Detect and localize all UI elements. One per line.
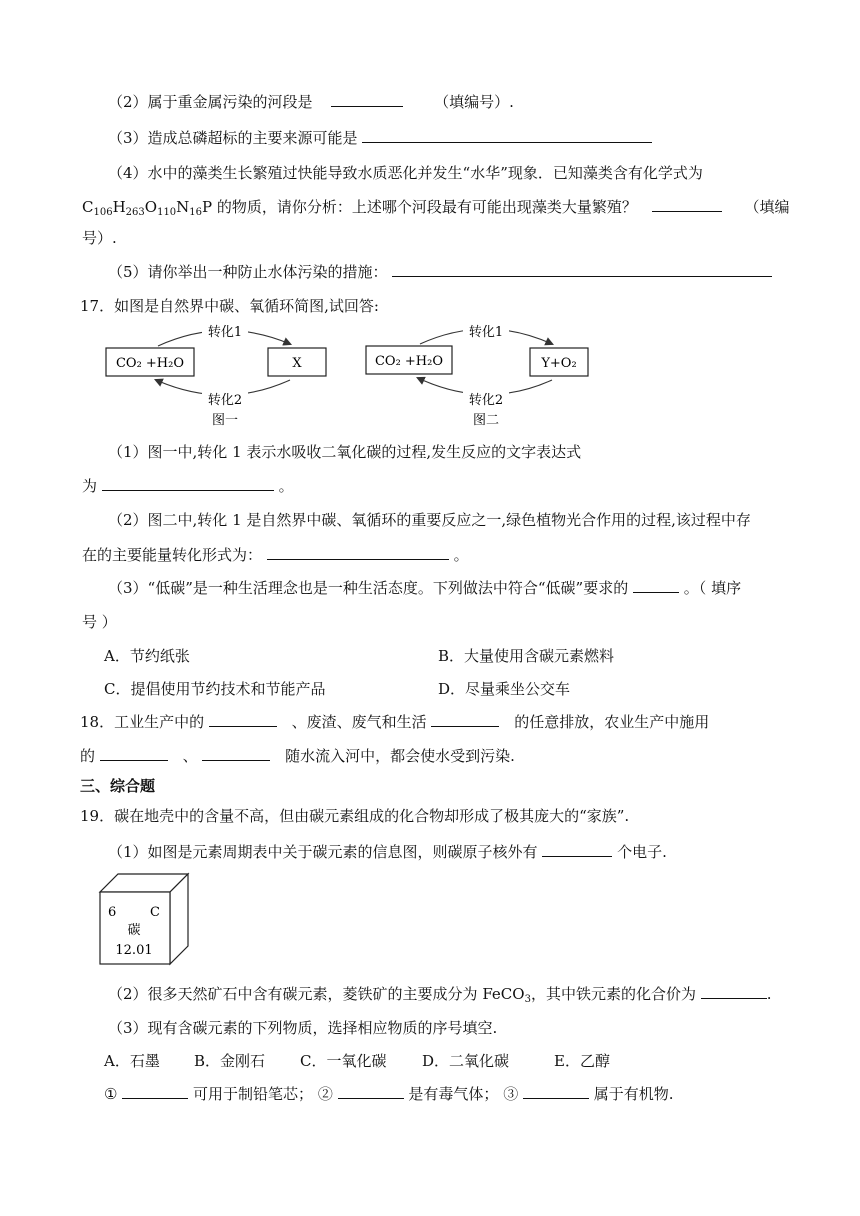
answer-blank[interactable] xyxy=(102,476,274,491)
fill-number-1: ① xyxy=(104,1085,118,1103)
q17-part3-end: 。（ 填序 xyxy=(683,579,742,597)
answer-blank[interactable] xyxy=(331,92,403,107)
fig2-bottom-label: 转化2 xyxy=(468,393,504,408)
q19-part2-text: （2）很多天然矿石中含有碳元素，菱铁矿的主要成分为 FeCO xyxy=(108,985,525,1003)
option-b[interactable]: B．大量使用含碳元素燃料 xyxy=(438,647,615,665)
answer-blank[interactable] xyxy=(392,262,772,277)
choice-d: D．二氧化碳 xyxy=(422,1052,510,1070)
section-title: 三、综合题 xyxy=(80,777,156,795)
answer-blank[interactable] xyxy=(209,712,277,727)
q19-part2-text-b: ，其中铁元素的化合价为 xyxy=(530,985,696,1003)
choice-e: E．乙醇 xyxy=(554,1052,610,1070)
answer-blank[interactable] xyxy=(267,545,449,560)
q18-text-a: 18．工业生产中的 xyxy=(80,713,205,731)
q19-title: 19．碳在地壳中的含量不高，但由碳元素组成的化合物却形成了极其庞大的“家族”. xyxy=(80,807,630,825)
fill-text-3: 属于有机物. xyxy=(593,1085,674,1103)
q16-part4-tail: （填编 xyxy=(744,198,790,216)
atomic-mass: 12.01 xyxy=(115,943,153,958)
answer-blank[interactable] xyxy=(431,712,499,727)
figure-two xyxy=(366,322,588,428)
q19-part1-text: （1）如图是元素周期表中关于碳元素的信息图，则碳原子核外有 xyxy=(108,843,538,861)
option-a[interactable]: A．节约纸张 xyxy=(104,647,190,665)
q17-part2-text: 在的主要能量转化形式为： xyxy=(82,546,263,564)
q19-part1-tail: 个电子. xyxy=(617,843,667,861)
fig2-top-label: 转化1 xyxy=(468,325,504,340)
q18-line2 xyxy=(80,746,515,766)
atomic-number: 6 xyxy=(108,905,117,920)
q16-part4-line2 xyxy=(82,197,790,223)
fig1-caption: 图一 xyxy=(211,413,239,428)
q17-part2-end: 。 xyxy=(453,546,469,564)
q16-part5-text: （5）请你举出一种防止水体污染的措施： xyxy=(108,263,388,281)
q17-part1-line1: （1）图一中,转化 1 表示水吸收二氧化碳的过程,发生反应的文字表达式 xyxy=(108,443,582,461)
answer-blank[interactable] xyxy=(122,1084,188,1099)
q17-part3-line1 xyxy=(108,578,741,598)
fill-number-3: ③ xyxy=(503,1085,519,1103)
fill-text-2: 是有毒气体； xyxy=(408,1085,499,1103)
carbon-oxygen-cycle-diagram xyxy=(100,318,600,432)
q18-text-b: 、废渣、废气和生活 xyxy=(291,713,427,731)
answer-blank[interactable] xyxy=(701,984,767,999)
fig2-caption: 图二 xyxy=(472,413,500,428)
choice-a: A．石墨 xyxy=(104,1052,160,1070)
q17-part2-line2 xyxy=(82,545,469,565)
choice-c: C．一氧化碳 xyxy=(300,1052,387,1070)
q16-part4-line1: （4）水中的藻类生长繁殖过快能导致水质恶化并发生“水华”现象．已知藻类含有化学式为 xyxy=(108,164,703,182)
answer-blank[interactable] xyxy=(523,1084,589,1099)
element-symbol: C xyxy=(150,905,160,920)
answer-blank[interactable] xyxy=(652,197,722,212)
fig1-bottom-label: 转化2 xyxy=(207,393,243,408)
q16-part4-text: 的物质，请你分析：上述哪个河段最有可能出现藻类大量繁殖？ xyxy=(216,198,637,216)
fill-number-2: ② xyxy=(317,1085,333,1103)
q18-text-f: 随水流入河中，都会使水受到污染. xyxy=(285,747,515,765)
q16-part4-line3: 号）. xyxy=(82,229,117,247)
q19-part2-subscript: 3 xyxy=(524,994,531,1005)
element-name: 碳 xyxy=(127,923,141,938)
q16-part3-text: （3）造成总磷超标的主要来源可能是 xyxy=(108,129,358,147)
option-c[interactable]: C．提倡使用节约技术和节能产品 xyxy=(104,680,326,698)
q18-text-d: 的 xyxy=(80,747,96,765)
fig2-left-box-label: CO₂ +H₂O xyxy=(374,354,444,369)
fig1-top-label: 转化1 xyxy=(207,325,243,340)
answer-blank[interactable] xyxy=(338,1084,404,1099)
fig1-right-box-label: X xyxy=(292,356,302,371)
q17-part3-text: （3）“低碳”是一种生活理念也是一种生活态度。下列做法中符合“低碳”要求的 xyxy=(108,579,629,597)
q17-title: 17．如图是自然界中碳、氧循环简图,试回答: xyxy=(80,297,379,315)
q16-part5 xyxy=(108,262,772,282)
q16-part2 xyxy=(108,92,514,112)
choice-b: B．金刚石 xyxy=(194,1052,266,1070)
fig1-left-box-label: CO₂ +H₂O xyxy=(115,356,185,371)
algae-formula: $C_{106}H_{263}O_{110}N_{16}P$ xyxy=(82,198,213,218)
q17-part2-line1: （2）图二中,转化 1 是自然界中碳、氧循环的重要反应之一,绿色植物光合作用的过程,该过程中存 xyxy=(108,511,751,529)
q18-line1 xyxy=(80,712,709,732)
figure-one xyxy=(106,322,326,428)
answer-blank[interactable] xyxy=(362,128,652,143)
q16-part3 xyxy=(108,128,652,148)
answer-blank[interactable] xyxy=(100,746,168,761)
answer-blank[interactable] xyxy=(633,578,679,593)
q19-part2-tail: . xyxy=(766,985,772,1003)
q17-part1-prefix: 为 xyxy=(82,477,98,495)
fig2-right-box-label: Y+O₂ xyxy=(541,356,577,371)
option-d[interactable]: D．尽量乘坐公交车 xyxy=(438,680,571,698)
q17-part1-line2 xyxy=(82,476,294,496)
q19-part2 xyxy=(108,984,772,1010)
q17-part3-line2: 号 ） xyxy=(82,613,117,631)
carbon-element-cube xyxy=(98,872,194,968)
q16-part2-text: （2）属于重金属污染的河段是 xyxy=(108,93,313,111)
fill-text-1: 可用于制铅笔芯； xyxy=(193,1085,314,1103)
answer-blank[interactable] xyxy=(542,842,612,857)
q19-fill-line xyxy=(104,1084,674,1104)
q16-part2-tail: （填编号）. xyxy=(434,93,514,111)
answer-blank[interactable] xyxy=(202,746,270,761)
q17-part1-end: 。 xyxy=(278,477,294,495)
q19-part1 xyxy=(108,842,667,862)
q18-text-e: 、 xyxy=(182,747,198,765)
q18-text-c: 的任意排放，农业生产中施用 xyxy=(514,713,710,731)
q19-part3: （3）现有含碳元素的下列物质，选择相应物质的序号填空. xyxy=(108,1019,498,1037)
